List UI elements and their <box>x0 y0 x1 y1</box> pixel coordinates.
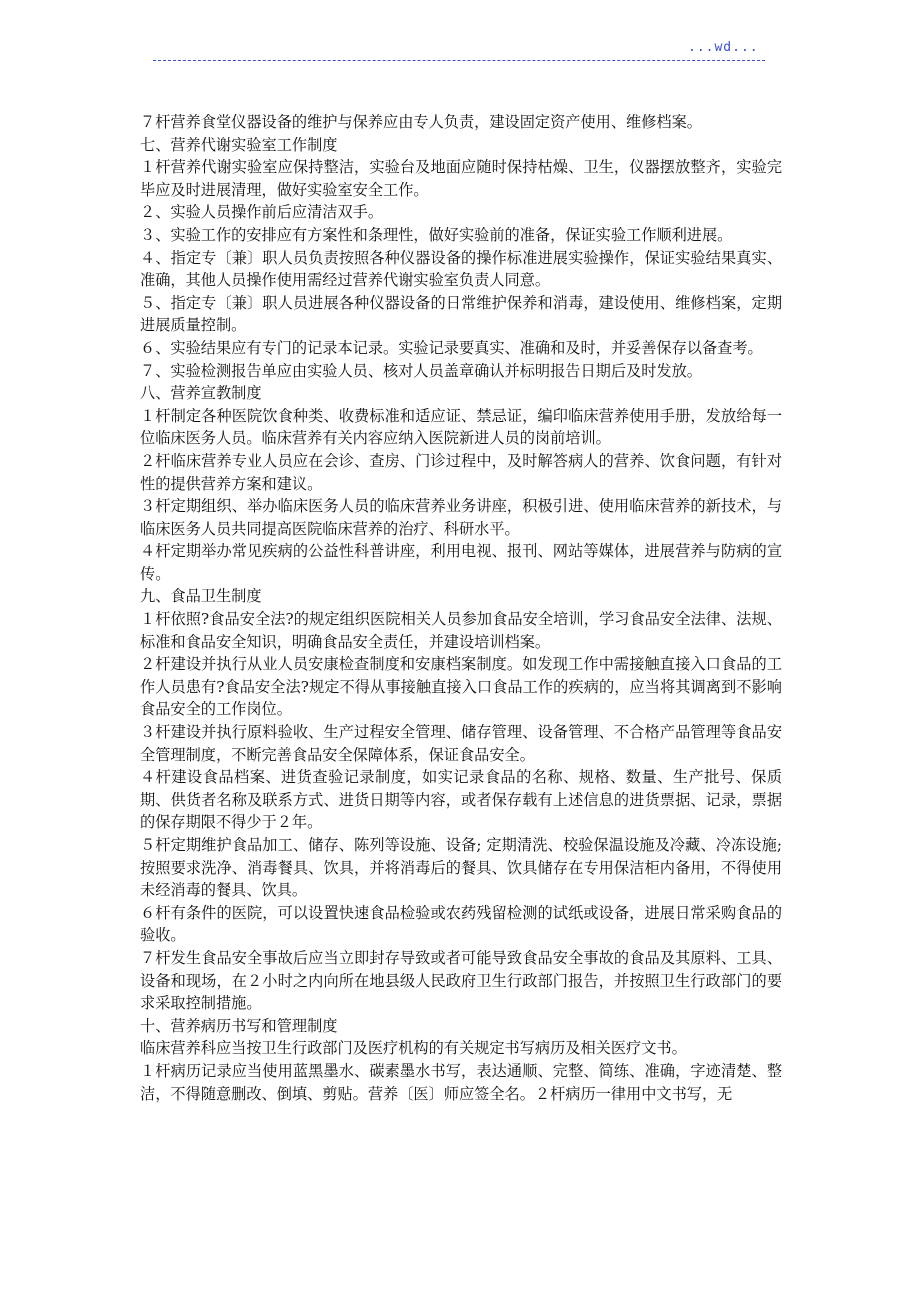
paragraph-13: １杆依照?食品安全法?的规定组织医院相关人员参加食品安全培训，学习食品安全法律、法规、标准和食品安全知识，明确食品安全责任，并建设培训档案。 <box>140 610 782 651</box>
paragraph-8: ７、实验检测报告单应由实验人员、核对人员盖章确认并标明报告日期后及时发放。 <box>140 361 702 380</box>
header-divider <box>153 60 765 61</box>
section-heading-8: 八、营养宣教制度 <box>140 384 262 403</box>
paragraph-18: ６杆有条件的医院，可以设置快速食品检验或农药残留检测的试纸或设备，进展日常采购食品的验收。 <box>140 903 782 945</box>
paragraph-14: ２杆建设并执行从业人员安康检查制度和安康档案制度。如发现工作中需接触直接入口食品的工作人员患有?食品安全法?规定不得从事接触直接入口食品工作的疾病的，应当将其调离到不影响食品安全的工作岗位。 <box>140 655 782 719</box>
paragraph-1: ７杆营养食堂仪器设备的维护与保养应由专人负责，建设固定资产使用、维修档案。 <box>140 113 702 131</box>
paragraph-19: ７杆发生食品安全事故后应当立即封存导致或者可能导致食品安全事故的食品及其原料、工具、设备和现场，在２小时之内向所在地县级人民政府卫生行政部门报告，并按照卫生行政部门的要求采取控制措施。 <box>140 948 782 1013</box>
paragraph-9: １杆制定各种医院饮食种类、收费标准和适应证、禁忌证，编印临床营养使用手册，发放给每一位临床医务人员。临床营养有关内容应纳入医院新进人员的岗前培训。 <box>140 406 782 448</box>
paragraph-2: １杆营养代谢实验室应保持整洁，实验台及地面应随时保持枯燥、卫生，仪器摆放整齐，实验完毕应及时进展清理，做好实验室安全工作。 <box>140 158 782 199</box>
paragraph-7: ６、实验结果应有专门的记录本记录。实验记录要真实、准确和及时，并妥善保存以备查考。 <box>140 338 763 357</box>
paragraph-20: 临床营养科应当按卫生行政部门及医疗机构的有关规定书写病历及相关医疗文书。 <box>140 1039 687 1058</box>
paragraph-6: ５、指定专〔兼〕职人员进展各种仪器设备的日常维护保养和消毒，建设使用、维修档案，定期进展质量控制。 <box>140 293 782 335</box>
paragraph-10: ２杆临床营养专业人员应在会诊、查房、门诊过程中，及时解答病人的营养、饮食问题，有针对性的提供营养方案和建议。 <box>140 451 782 493</box>
paragraph-15: ３杆建设并执行原料验收、生产过程安全管理、储存管理、设备管理、不合格产品管理等食品安全管理制度，不断完善食品安全保障体系，保证食品安全。 <box>140 723 782 764</box>
document-body <box>140 111 782 1105</box>
paragraph-11: ３杆定期组织、举办临床医务人员的临床营养业务讲座，积极引进、使用临床营养的新技术，与临床医务人员共同提高医院临床营养的治疗、科研水平。 <box>140 497 782 538</box>
paragraph-16: ４杆建设食品档案、进货查验记录制度，如实记录食品的名称、规格、数量、生产批号、保质期、供货者名称及联系方式、进货日期等内容，或者保存载有上述信息的进货票据、记录，票据的保存期限不得少于２年。 <box>140 768 782 832</box>
paragraph-3: ２、实验人员操作前后应清洁双手。 <box>140 203 383 222</box>
section-heading-10: 十、营养病历书写和管理制度 <box>140 1016 338 1035</box>
section-heading-7: 七、营养代谢实验室工作制度 <box>140 135 338 154</box>
paragraph-4: ３、实验工作的安排应有方案性和条理性，做好实验前的准备，保证实验工作顺利进展。 <box>140 225 733 244</box>
section-heading-9: 九、食品卫生制度 <box>140 587 262 606</box>
paragraph-5: ４、指定专〔兼〕职人员负责按照各种仪器设备的操作标准进展实验操作，保证实验结果真实、准确，其他人员操作使用需经过营养代谢实验室负责人同意。 <box>140 248 782 290</box>
paragraph-17: ５杆定期维护食品加工、储存、陈列等设施、设备; 定期清洗、校验保温设施及冷藏、冷冻设施; 按照要求洗净、消毒餐具、饮具，并将消毒后的餐具、饮具储存在专用保洁柜内备用，不得使用未经消毒的餐具、饮具。 <box>140 836 782 900</box>
paragraph-12: ４杆定期举办常见疾病的公益性科普讲座，利用电视、报刊、网站等媒体，进展营养与防病的宣传。 <box>140 542 782 583</box>
paragraph-21: １杆病历记录应当使用蓝黑墨水、碳素墨水书写，表达通顺、完整、简练、准确，字迹清楚、整洁，不得随意删改、倒填、剪贴。营养〔医〕师应签全名。２杆病历一律用中文书写，无 <box>140 1061 782 1103</box>
header-mark: ...wd... <box>688 40 759 55</box>
